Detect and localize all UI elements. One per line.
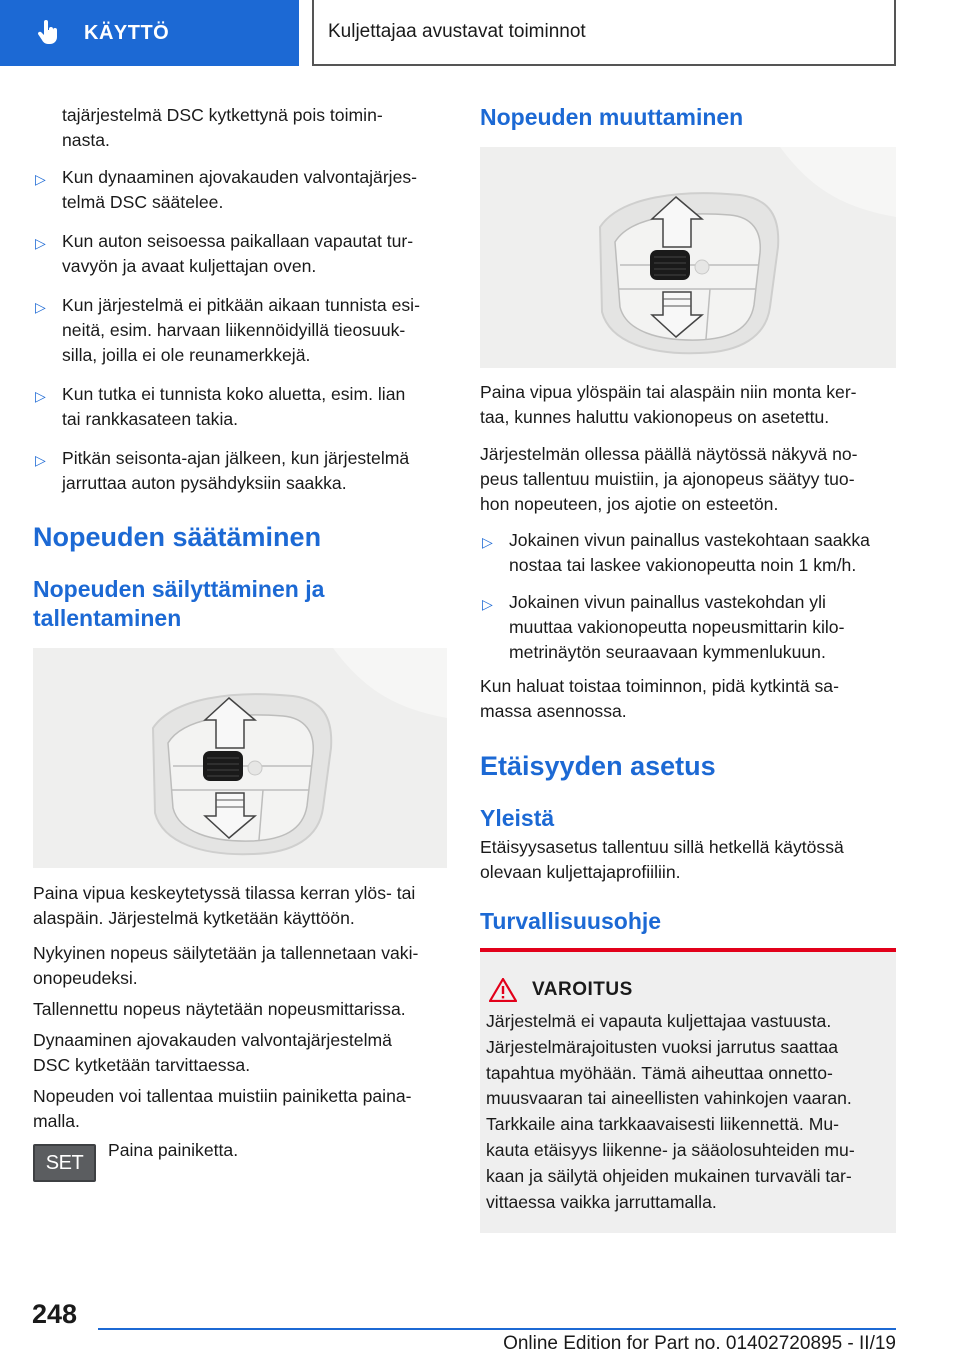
warning-triangle-icon [486,978,520,1002]
hand-pointer-icon [34,18,64,48]
right-column [480,96,896,1233]
list-item: ▷ Kun dynaaminen ajovakauden valvontajärjes- telmä DSC säätelee. [35,167,418,212]
set-button[interactable]: SET [33,1144,96,1182]
paragraph-dsc: Dynaaminen ajovakauden valvontajärjestelmä DSC kytketään tarvittaessa. [33,1030,392,1075]
bullet-triangle-icon: ▷ [35,452,46,468]
bullet-triangle-icon: ▷ [35,388,46,404]
warning-box [480,948,896,1233]
bullet-triangle-icon: ▷ [482,534,493,550]
list-item: ▷ Jokainen vivun painallus vastekohtaan saakka nostaa tai laskee vakionopeutta noin 1 km/h. [482,530,870,575]
warning-header [486,978,886,1002]
paragraph-press-lever: Paina vipua ylöspäin tai alaspäin niin monta ker- taa, kunnes haluttu vakionopeus on asetettu. [480,382,857,427]
bullet-triangle-icon: ▷ [482,596,493,612]
set-button-row [33,1140,447,1182]
bullet-triangle-icon: ▷ [35,235,46,251]
list-item: ▷ Kun auton seisoessa paikallaan vapautat tur- vavyön ja avaat kuljettajan oven. [35,231,414,276]
lever-press-list [480,528,896,665]
paragraph-stored: Nykyinen nopeus säilytetään ja tallennetaan vaki- onopeudeksi. [33,943,419,988]
list-item: ▷ Kun tutka ei tunnista koko aluetta, esim. lian tai rankkasateen takia. [35,384,406,429]
heading-safety: Turvallisuusohje [480,908,662,934]
intro-continuation: tajärjestelmä DSC kytkettynä pois toimin- nasta. [62,105,383,150]
paragraph-repeat: Kun haluat toistaa toiminnon, pidä kytkintä sa- massa asennossa. [480,676,839,721]
warning-title: VAROITUS [532,979,633,1000]
footer-divider [98,1328,896,1330]
steering-wheel-lever-photo [33,648,447,868]
section-tab-label: KÄYTTÖ [84,21,170,44]
section-tab[interactable] [0,0,299,66]
section-title-box [312,0,896,66]
left-column [33,96,447,1182]
heading-speed-store: Nopeuden säilyttäminen ja tallentaminen [33,576,325,631]
list-item: ▷ Jokainen vivun painallus vastekohdan yli muuttaa vakionopeutta nopeusmittarin kilo- metrinäytön seuraavaan kymmenlukuun. [482,592,845,662]
footer-edition: Online Edition for Part no. 01402720895 - II/19 [503,1333,896,1354]
paragraph-distance-stored: Etäisyysasetus tallentuu sillä hetkellä käytössä olevaan kuljettajaprofiiliin. [480,837,844,882]
set-button-text: Paina painiketta. [108,1140,239,1160]
paragraph-system-on: Järjestelmän ollessa päällä näytössä näkyvä no- peus tallentuu muistiin, ja ajonopeus säätyy tuo- hon nopeuteen, jos ajotie on esteetön. [480,444,858,514]
paragraph-shown: Tallennettu nopeus näytetään nopeusmittarissa. [33,999,406,1019]
list-item: ▷ Kun järjestelmä ei pitkään aikaan tunnista esi- neitä, esim. harvaan liikennöidyillä tieosuuk- silla, joilla ei ole reunamerkkejä. [35,295,420,365]
warning-text: Järjestelmä ei vapauta kuljettajaa vastuusta. Järjestelmärajoitusten vuoksi jarrutus saattaa tapahtua myöhään. Tämä aiheuttaa onnetto- muusvaaran tai aineellisten vahinkojen vaaran. Tarkkaile aina tarkkaavaisesti liikennettä. Mu- kauta etäisyys liikenne- ja sääolosuhteiden mu- kaan ja säilytä ohjeiden mukainen turvaväli tar- vittaessa vaikka jarruttamalla. [486,1011,855,1212]
heading-speed-adjust: Nopeuden säätäminen [33,522,322,552]
page-number: 248 [32,1299,78,1329]
paragraph-activate: Paina vipua keskeytetyssä tilassa kerran ylös- tai alaspäin. Järjestelmä kytketään käyttöön. [33,883,416,928]
condition-list [33,165,447,496]
heading-speed-change: Nopeuden muuttaminen [480,104,744,130]
bullet-triangle-icon: ▷ [35,299,46,315]
section-title: Kuljettajaa avustavat toiminnot [328,21,586,42]
steering-wheel-lever-photo [480,147,896,368]
bullet-triangle-icon: ▷ [35,171,46,187]
heading-distance: Etäisyyden asetus [480,751,716,781]
heading-general: Yleistä [480,805,555,831]
paragraph-store-button: Nopeuden voi tallentaa muistiin painiketta paina- malla. [33,1086,412,1131]
list-item: ▷ Pitkän seisonta-ajan jälkeen, kun järjestelmä jarruttaa auton pysähdyksiin saakka. [35,448,410,493]
